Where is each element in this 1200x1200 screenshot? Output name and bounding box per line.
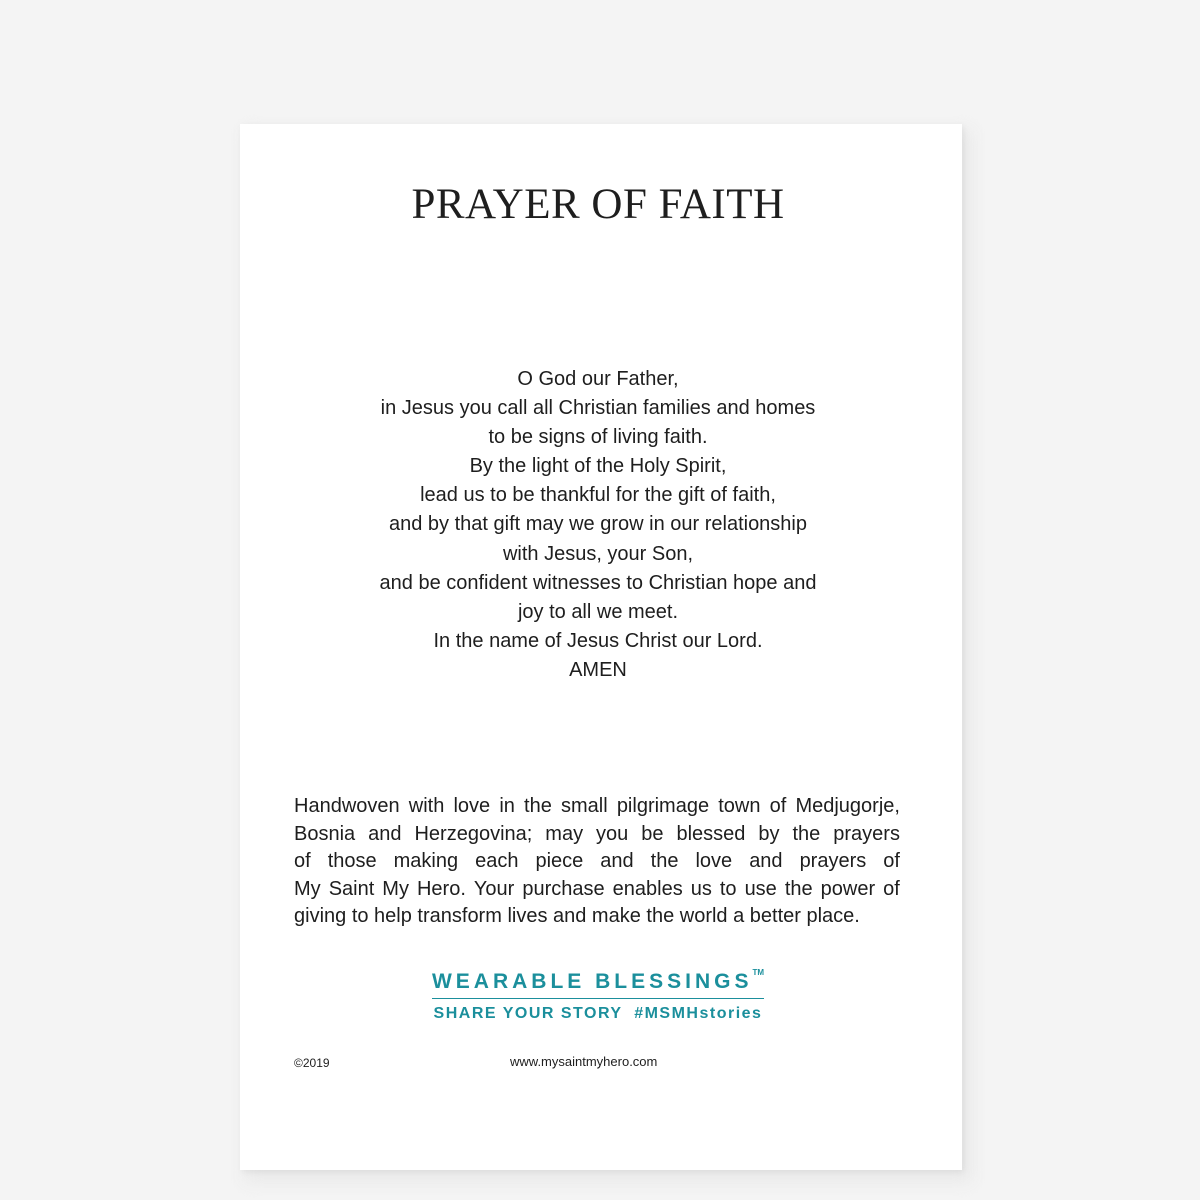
- description-word: to: [719, 877, 737, 900]
- description-line-text: [294, 876, 900, 904]
- description-word: enables: [612, 877, 683, 900]
- description-word: with: [408, 795, 445, 817]
- description-word: Hero.: [416, 877, 466, 900]
- description-word: of: [294, 850, 311, 872]
- prayer-text: [240, 365, 956, 685]
- description-word: you: [596, 822, 629, 845]
- brand-logo: [432, 970, 764, 999]
- description-word: My: [382, 877, 409, 900]
- description-line-text: [294, 821, 900, 849]
- prayer-amen: AMEN: [569, 658, 627, 681]
- brand-name: WEARABLE BLESSINGS: [431, 970, 753, 993]
- description-word: those: [327, 850, 377, 872]
- description-word: the: [650, 850, 679, 872]
- description-word: in: [499, 795, 515, 817]
- description-word: and: [368, 822, 402, 845]
- description-word: use: [744, 877, 777, 900]
- description-line-text: giving to help transform lives and make the world a better place.: [294, 905, 860, 927]
- description-paragraph: [294, 793, 900, 931]
- prayer-line: and by that gift may we grow in our relationship: [389, 513, 807, 536]
- brand-tagline: [416, 1005, 780, 1023]
- description-word: purchase: [522, 877, 605, 900]
- prayer-line: to be signs of living faith.: [488, 426, 708, 449]
- description-word: small: [561, 795, 608, 817]
- description-line: [294, 876, 900, 904]
- description-word: town: [718, 795, 761, 817]
- description-word: each: [475, 850, 519, 872]
- description-word: and: [600, 850, 634, 872]
- prayer-line: with Jesus, your Son,: [502, 542, 694, 565]
- description-word: of: [883, 850, 900, 872]
- brand-block: [416, 970, 780, 1023]
- description-word: love: [453, 795, 491, 817]
- trademark-mark: TM: [752, 968, 765, 977]
- description-word: power: [820, 877, 876, 900]
- description-word: Bosnia: [294, 822, 356, 845]
- description-word: by: [758, 822, 780, 845]
- website-url: www.mysaintmyhero.com: [510, 1054, 658, 1069]
- description-word: of: [883, 877, 900, 900]
- prayer-title: PRAYER OF FAITH: [411, 181, 785, 228]
- description-word: of: [769, 795, 787, 817]
- description-word: Your: [473, 877, 515, 900]
- prayer-line: O God our Father,: [517, 368, 679, 390]
- prayer-line: lead us to be thankful for the gift of faith,: [420, 484, 776, 507]
- description-word: prayers: [799, 850, 867, 872]
- description-word: blessed: [676, 822, 746, 845]
- description-word: Medjugorje,: [795, 795, 900, 817]
- description-word: the: [524, 795, 552, 817]
- description-word: Handwoven: [294, 795, 400, 817]
- description-word: making: [393, 850, 459, 872]
- prayer-line: In the name of Jesus Christ our Lord.: [433, 629, 763, 652]
- description-word: the: [792, 822, 821, 845]
- description-line: [294, 903, 900, 931]
- description-word: prayers: [833, 822, 900, 845]
- description-word: love: [695, 850, 733, 872]
- description-word: and: [749, 850, 783, 872]
- description-word: My: [294, 877, 321, 900]
- description-word: may: [545, 822, 584, 845]
- prayer-line: joy to all we meet.: [517, 600, 679, 623]
- description-word: be: [641, 822, 664, 845]
- description-word: the: [784, 877, 813, 900]
- prayer-card: [240, 124, 962, 1170]
- prayer-line: and be confident witnesses to Christian hope and: [379, 571, 817, 594]
- description-line-text: [294, 793, 900, 821]
- description-line: [294, 793, 900, 821]
- description-line: [294, 821, 900, 849]
- description-line: [294, 848, 900, 876]
- description-word: pilgrimage: [616, 795, 710, 817]
- prayer-line: By the light of the Holy Spirit,: [469, 455, 727, 478]
- description-line-text: [294, 848, 900, 876]
- description-word: piece: [535, 850, 584, 872]
- prayer-line: in Jesus you call all Christian families and homes: [380, 397, 816, 420]
- description-word: us: [690, 877, 712, 900]
- description-word: Saint: [328, 877, 375, 900]
- description-word: Herzegovina;: [414, 822, 533, 845]
- brand-tagline-text: SHARE YOUR STORY #MSMHstories: [433, 1005, 763, 1022]
- copyright: ©2019: [294, 1056, 330, 1070]
